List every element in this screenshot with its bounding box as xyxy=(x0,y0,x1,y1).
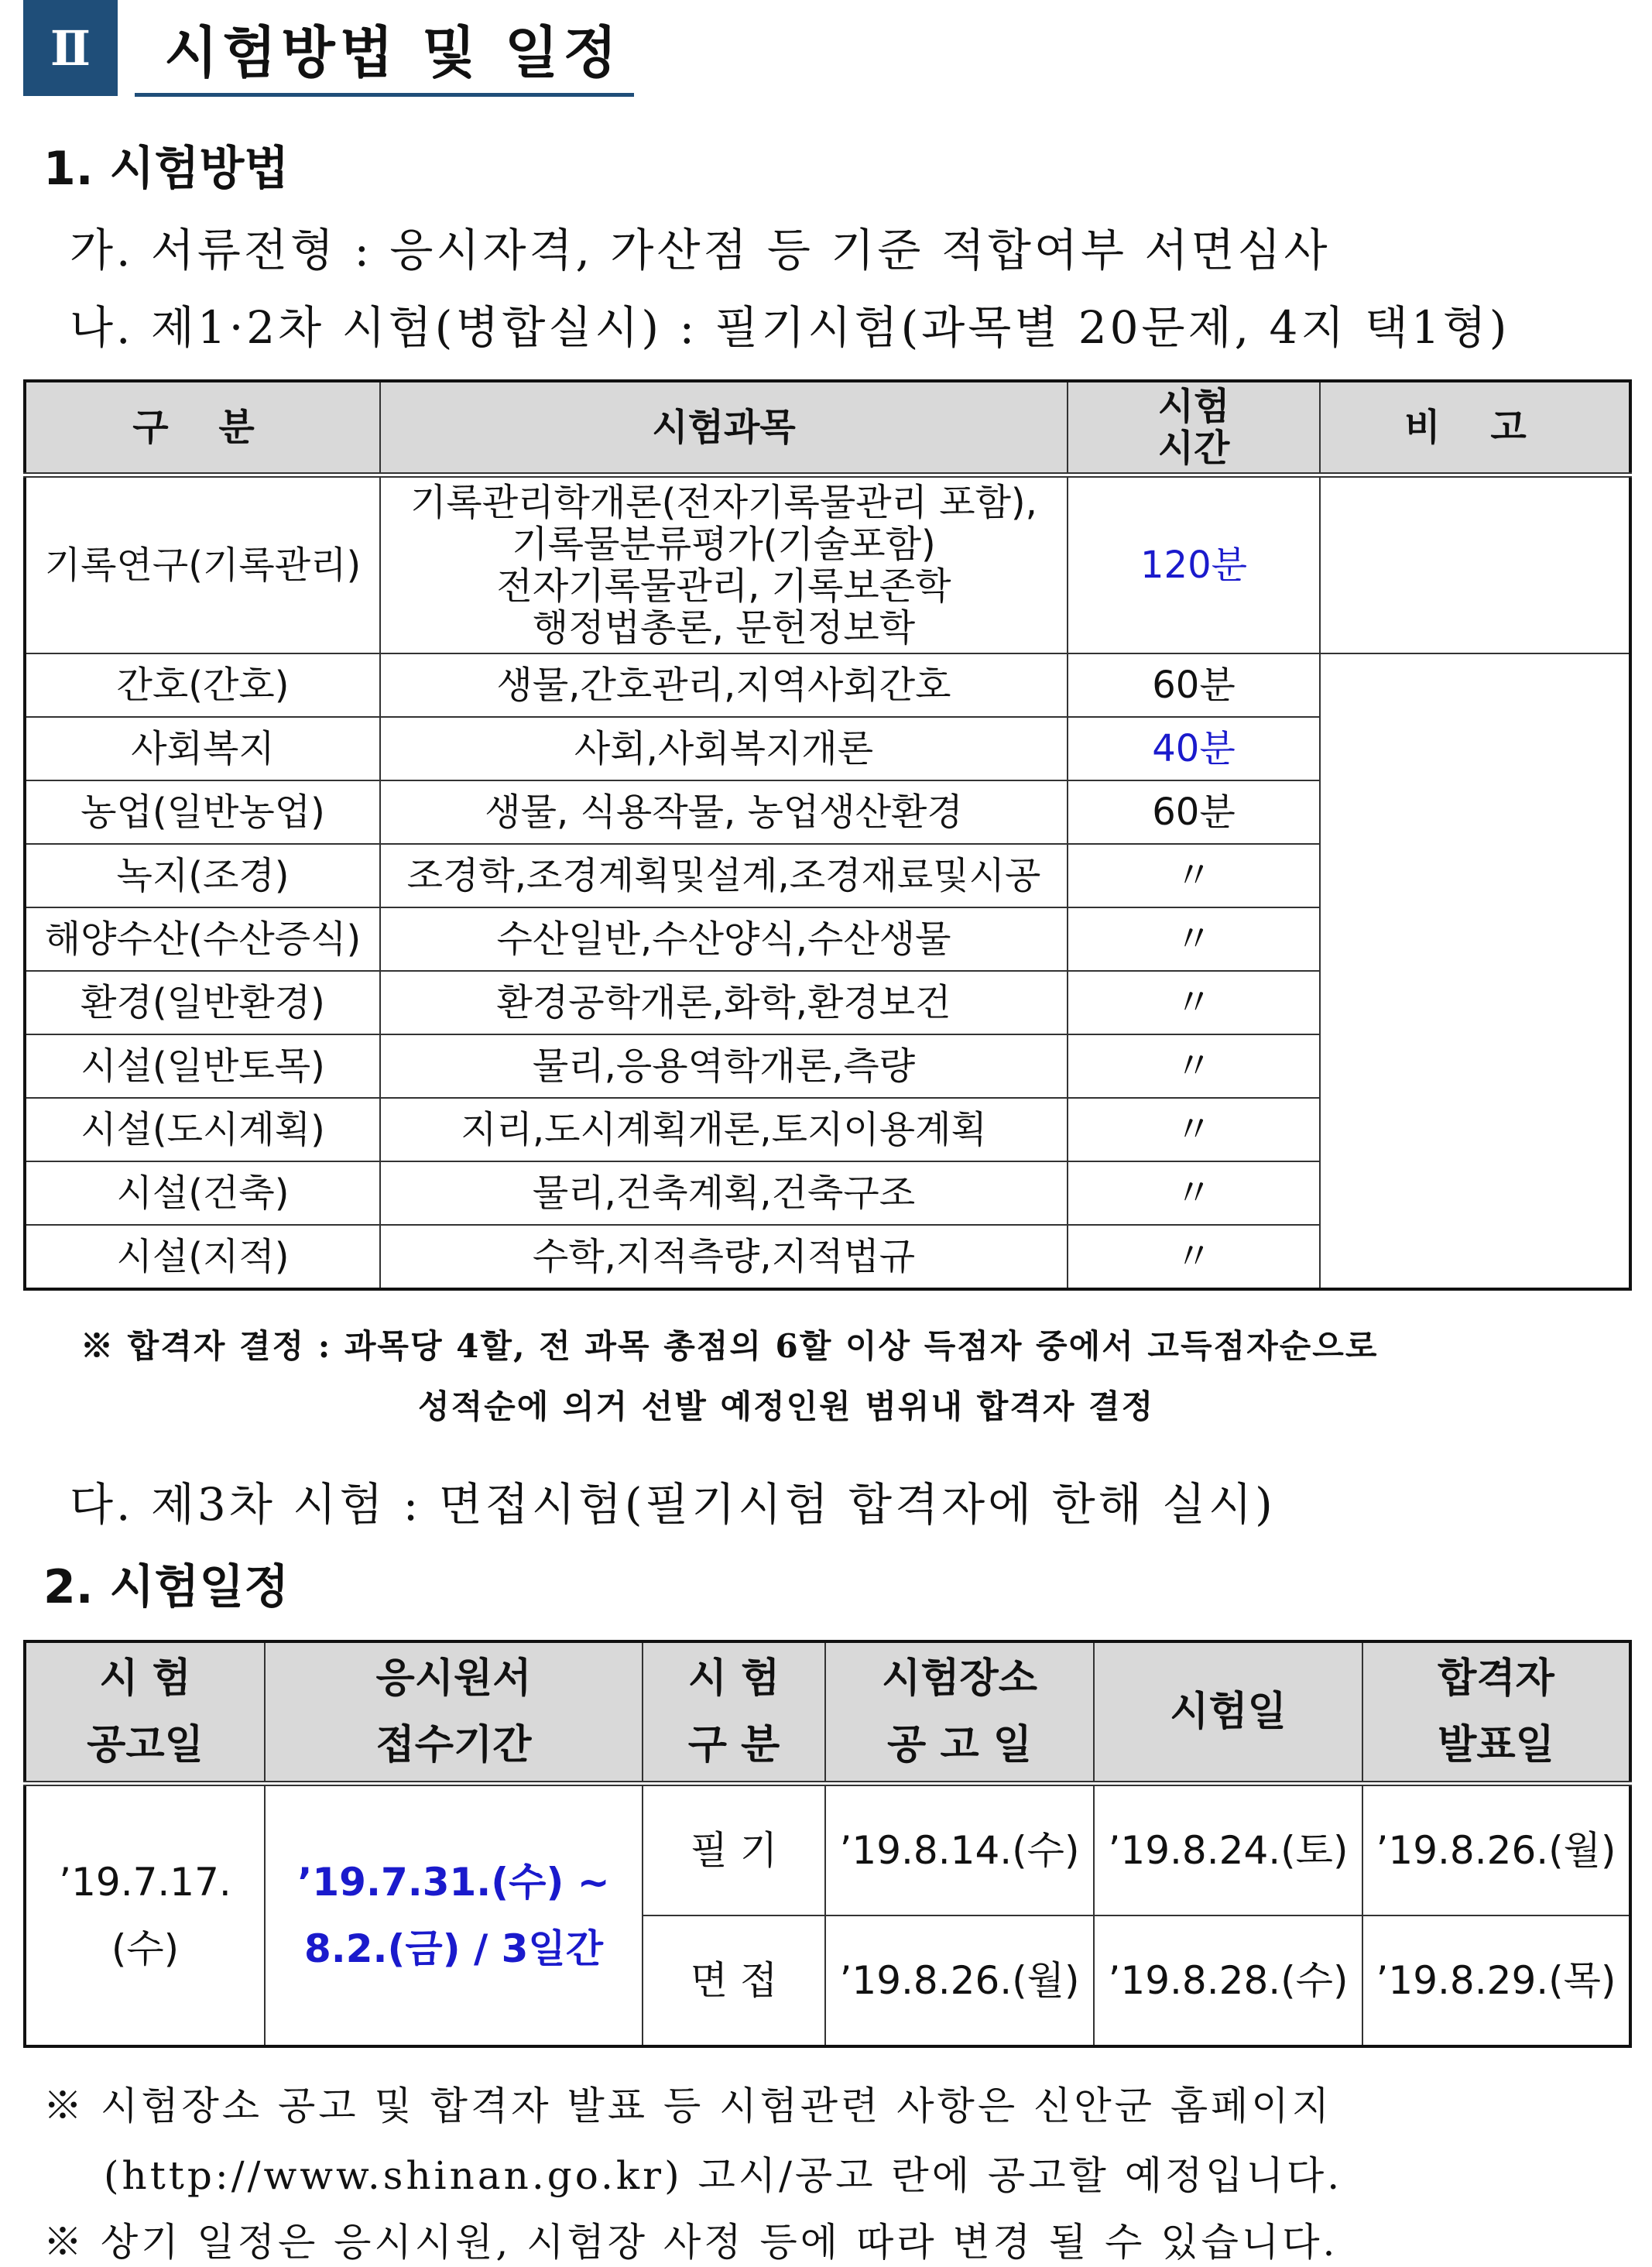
row-remarks xyxy=(1320,475,1630,654)
row-category: 환경(일반환경) xyxy=(25,971,380,1034)
pass-note-line1: ※ 합격자 결정 : 과목당 4할, 전 과목 총점의 6할 이상 득점자 중에서 고득점자순으로 xyxy=(81,1327,1379,1365)
row-category: 간호(간호) xyxy=(25,653,380,717)
col-time: 시험 시간 xyxy=(1068,381,1320,475)
col-category: 구 분 xyxy=(25,381,380,475)
method-line-b: 나. 제1·2차 시험(병합실시) : 필기시험(과목별 20문제, 4지 택1형) xyxy=(70,301,1510,354)
row-subjects: 기록관리학개론(전자기록물관리 포함), 기록물분류평가(기술포함) 전자기록물관리, 기록보존학 행정법총론, 문헌정보학 xyxy=(380,475,1068,654)
row-subjects: 지리,도시계획개론,토지이용계획 xyxy=(380,1098,1068,1161)
row-category: 시설(일반토목) xyxy=(25,1034,380,1098)
schedule-heading: 2. 시험일정 xyxy=(43,1560,290,1614)
reception-period: ’19.7.31.(수) ~ 8.2.(금) / 3일간 xyxy=(265,1784,643,2047)
schedule-table-header xyxy=(25,1641,1630,1784)
method-line-a: 가. 서류전형 : 응시자격, 가산점 등 기준 적합여부 서면심사 xyxy=(70,224,1331,276)
row-time: 120분 xyxy=(1068,475,1320,654)
row-time: 60분 xyxy=(1068,653,1320,717)
venue-notice-date: ’19.8.14.(수) xyxy=(825,1784,1094,1916)
col-exam-date: 시험일 xyxy=(1094,1641,1362,1784)
result-date: ’19.8.26.(월) xyxy=(1362,1784,1630,1916)
section-title: 시험방법 및 일정 xyxy=(164,20,622,85)
section-underline xyxy=(135,93,634,97)
section-number: Ⅱ xyxy=(50,19,91,77)
row-time: 40분 xyxy=(1068,717,1320,780)
row-category: 시설(지적) xyxy=(25,1225,380,1289)
footnote-1-line2: (http://www.shinan.go.kr) 고시/공고 란에 공고할 예정입니다. xyxy=(104,2153,1343,2198)
row-subjects: 사회,사회복지개론 xyxy=(380,717,1068,780)
schedule-table xyxy=(23,1640,1632,2048)
row-category: 농업(일반농업) xyxy=(25,780,380,844)
row-time: 60분 xyxy=(1068,780,1320,844)
row-category: 녹지(조경) xyxy=(25,844,380,907)
row-subjects: 생물, 식용작물, 농업생산환경 xyxy=(380,780,1068,844)
subjects-table xyxy=(23,379,1632,1291)
row-subjects: 물리,응용역학개론,측량 xyxy=(380,1034,1068,1098)
subjects-table-header xyxy=(25,381,1630,475)
result-date: ’19.8.29.(목) xyxy=(1362,1915,1630,2046)
row-subjects: 수산일반,수산양식,수산생물 xyxy=(380,907,1068,971)
row-time: 〃 xyxy=(1068,971,1320,1034)
row-category: 사회복지 xyxy=(25,717,380,780)
method-heading: 1. 시험방법 xyxy=(43,142,290,196)
row-category: 시설(건축) xyxy=(25,1161,380,1225)
exam-type: 면 접 xyxy=(643,1915,825,2046)
row-category: 시설(도시계획) xyxy=(25,1098,380,1161)
row-time: 〃 xyxy=(1068,1034,1320,1098)
row-subjects: 환경공학개론,화학,환경보건 xyxy=(380,971,1068,1034)
col-type: 시 험 구 분 xyxy=(643,1641,825,1784)
footnote-1-line1: ※ 시험장소 공고 및 합격자 발표 등 시험관련 사항은 신안군 홈페이지 xyxy=(43,2084,1333,2128)
row-subjects: 수학,지적측량,지적법규 xyxy=(380,1225,1068,1289)
row-remarks-merged xyxy=(1320,653,1630,1289)
venue-notice-date: ’19.8.26.(월) xyxy=(825,1915,1094,2046)
exam-type: 필 기 xyxy=(643,1784,825,1916)
footnote-2: ※ 상기 일정은 응시시원, 시험장 사정 등에 따라 변경 될 수 있습니다. xyxy=(43,2220,1338,2265)
row-time: 〃 xyxy=(1068,907,1320,971)
row-category: 해양수산(수산증식) xyxy=(25,907,380,971)
table-row xyxy=(25,653,1630,717)
row-subjects: 조경학,조경계획및설계,조경재료및시공 xyxy=(380,844,1068,907)
row-time: 〃 xyxy=(1068,1225,1320,1289)
col-result-date: 합격자 발표일 xyxy=(1362,1641,1630,1784)
row-time: 〃 xyxy=(1068,844,1320,907)
announce-date: ’19.7.17. (수) xyxy=(25,1784,265,2047)
exam-date: ’19.8.24.(토) xyxy=(1094,1784,1362,1916)
col-subjects: 시험과목 xyxy=(380,381,1068,475)
col-venue-notice: 시험장소 공 고 일 xyxy=(825,1641,1094,1784)
col-announce: 시 험 공고일 xyxy=(25,1641,265,1784)
row-time: 〃 xyxy=(1068,1098,1320,1161)
exam-date: ’19.8.28.(수) xyxy=(1094,1915,1362,2046)
row-subjects: 생물,간호관리,지역사회간호 xyxy=(380,653,1068,717)
col-remarks: 비 고 xyxy=(1320,381,1630,475)
row-category: 기록연구(기록관리) xyxy=(25,475,380,654)
table-row xyxy=(25,475,1630,654)
row-subjects: 물리,건축계획,건축구조 xyxy=(380,1161,1068,1225)
row-time: 〃 xyxy=(1068,1161,1320,1225)
col-reception: 응시원서 접수기간 xyxy=(265,1641,643,1784)
section-number-box xyxy=(23,0,118,96)
table-row xyxy=(25,1784,1630,1916)
pass-note-line2: 성적순에 의거 선발 예정인원 범위내 합격자 결정 xyxy=(418,1387,1155,1425)
method-line-c: 다. 제3차 시험 : 면접시험(필기시험 합격자에 한해 실시) xyxy=(70,1478,1276,1531)
